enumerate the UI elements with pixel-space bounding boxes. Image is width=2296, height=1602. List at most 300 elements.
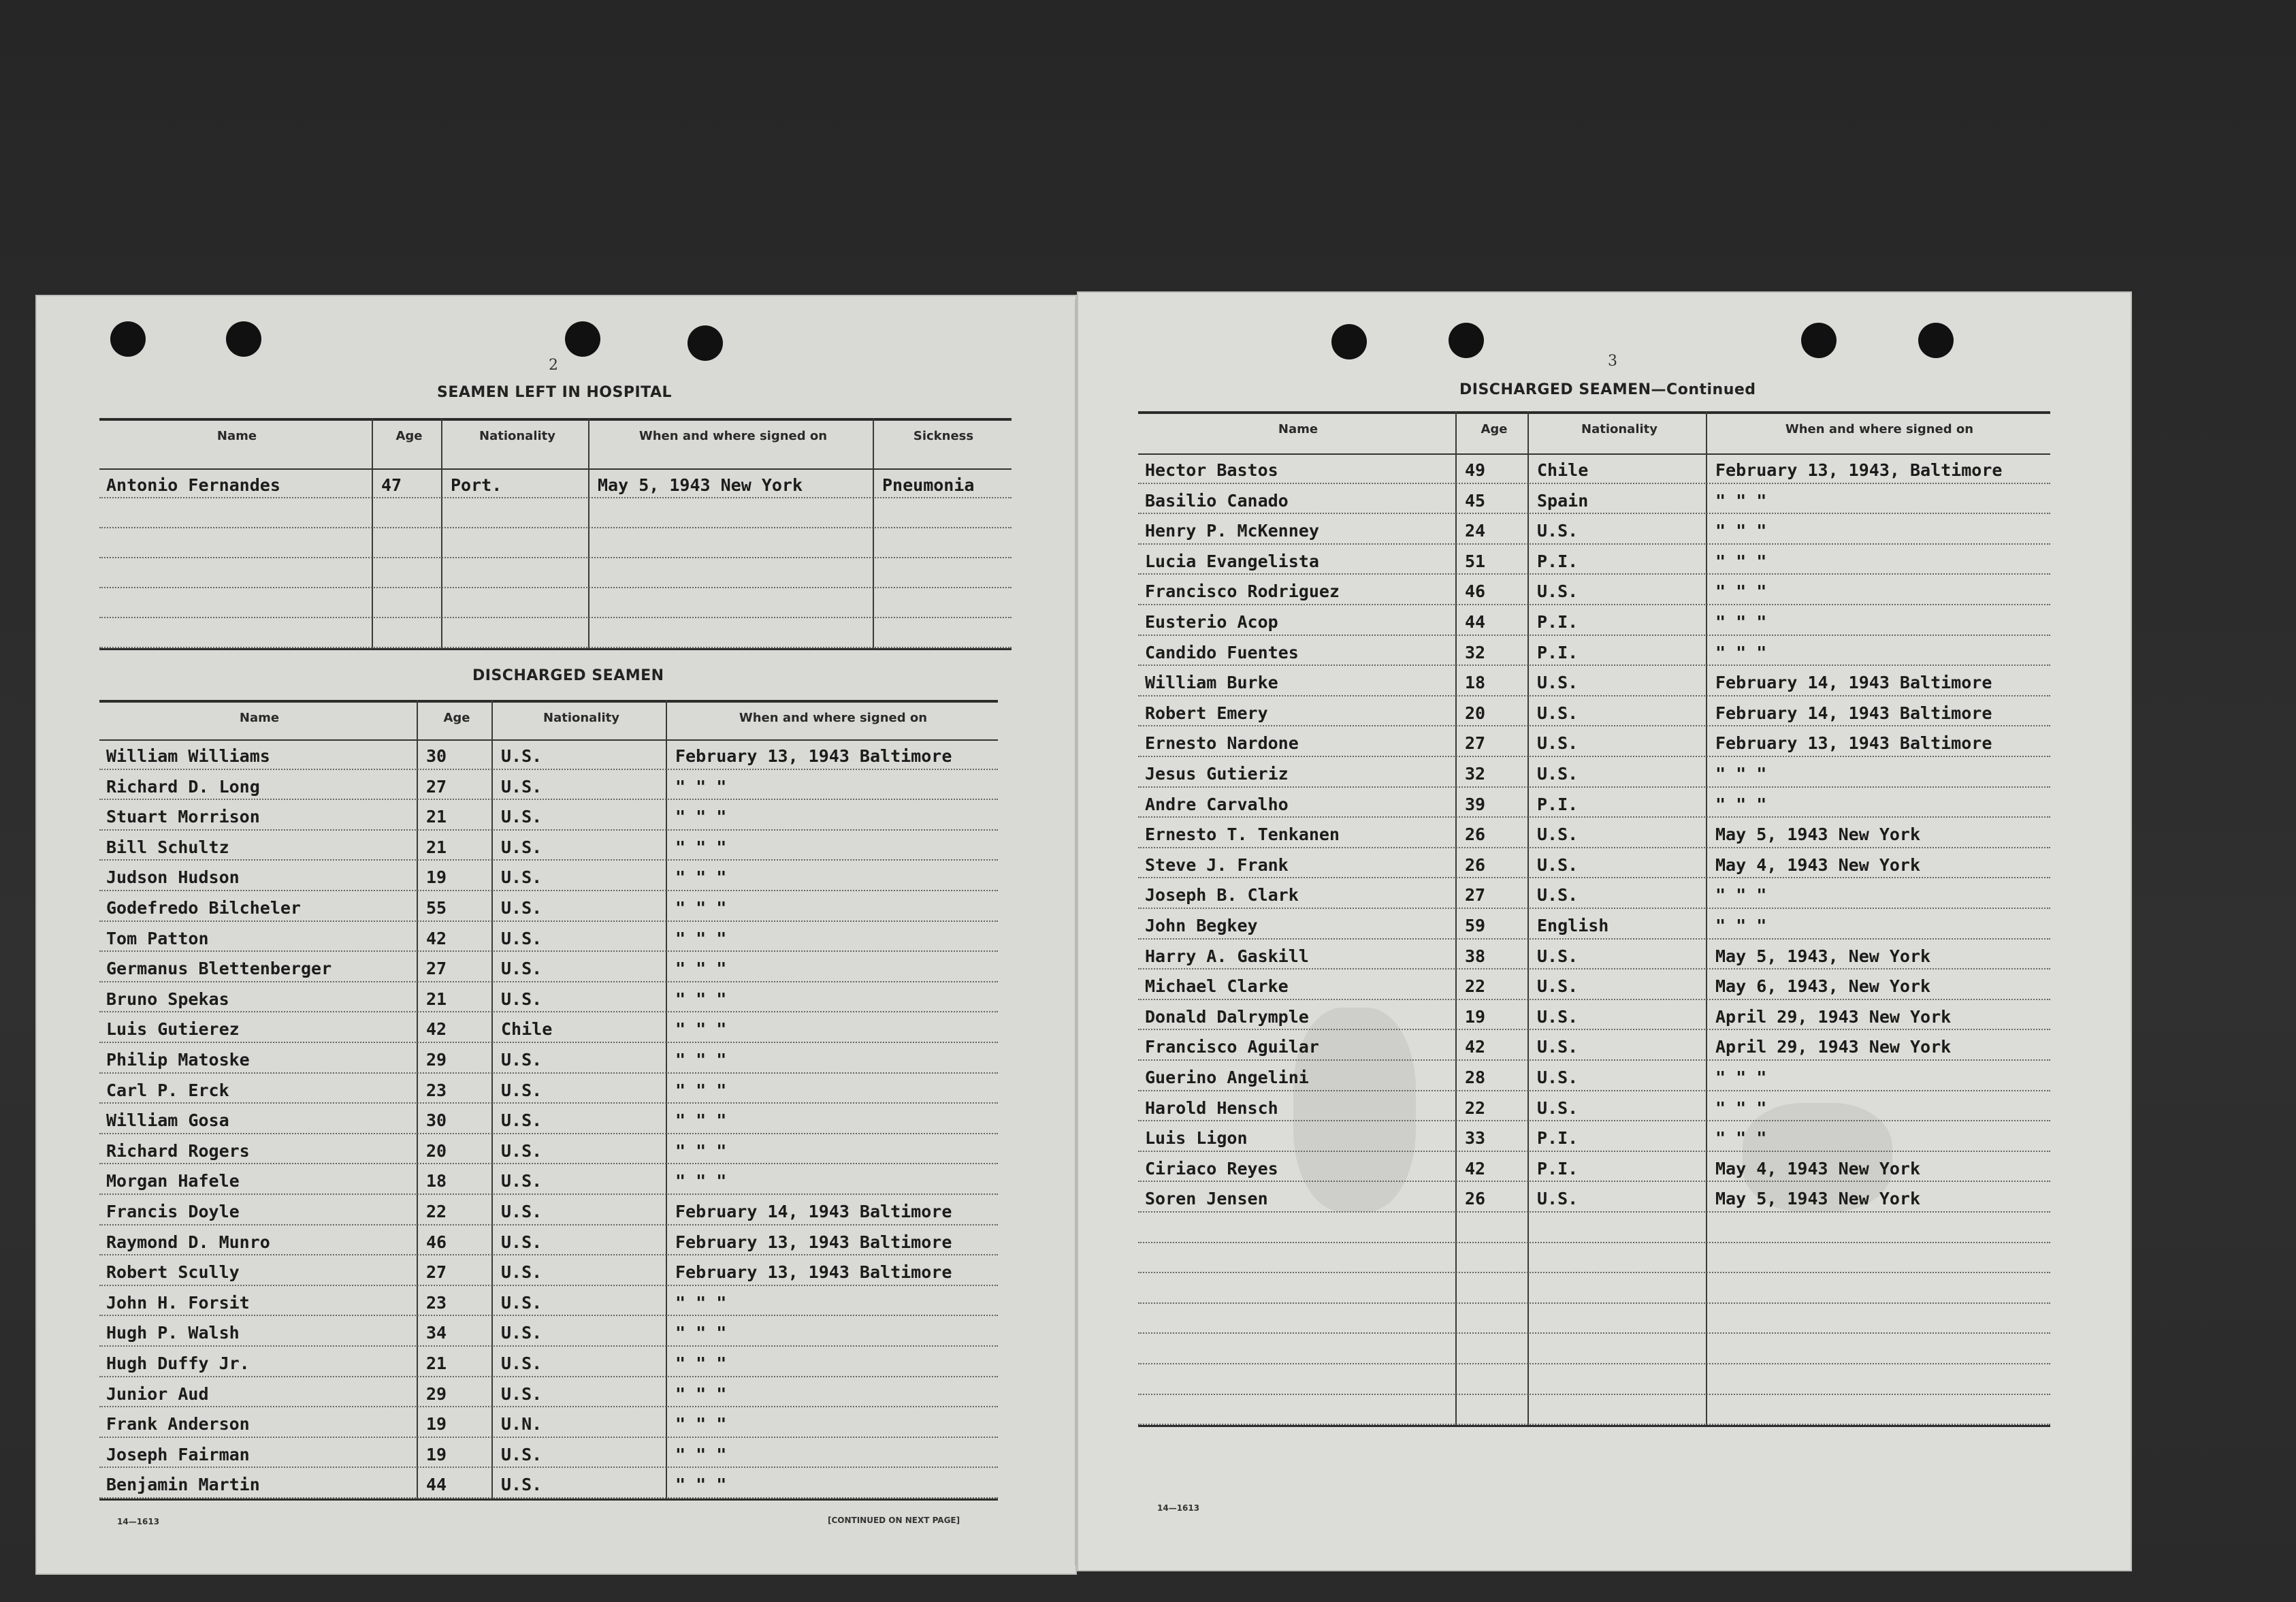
- seaman-nationality: Chile: [501, 1019, 553, 1040]
- signed-on: " " ": [675, 1353, 727, 1373]
- signed-on: " " ": [1715, 764, 1767, 784]
- seaman-age: 46: [426, 1232, 447, 1252]
- signed-on: " " ": [675, 1383, 727, 1404]
- seaman-name: Raymond D. Munro: [106, 1232, 270, 1252]
- table-row: [99, 1043, 998, 1073]
- table-row: [99, 861, 998, 891]
- seaman-age: 30: [426, 1110, 447, 1131]
- row-rule: [1138, 1332, 2050, 1334]
- seaman-name: Donald Dalrymple: [1145, 1006, 1309, 1027]
- table-row: [99, 1012, 998, 1042]
- table-row: [99, 1134, 998, 1164]
- signed-on: February 14, 1943 Baltimore: [1715, 673, 1992, 693]
- seaman-name: Ernesto Nardone: [1145, 733, 1299, 754]
- seaman-age: 42: [1465, 1037, 1486, 1057]
- signed-on: " " ": [675, 1050, 727, 1070]
- signed-on: February 14, 1943 Baltimore: [1715, 703, 1992, 723]
- seaman-nationality: U.S.: [501, 959, 543, 979]
- column-header: When and where signed on: [1785, 422, 1974, 436]
- seaman-nationality: U.S.: [501, 989, 543, 1009]
- column-header: Age: [395, 429, 423, 443]
- seaman-nationality: U.S.: [501, 1140, 543, 1161]
- seaman-nationality: U.S.: [1537, 1068, 1579, 1087]
- table-row: [1138, 788, 2050, 818]
- signed-on: February 13, 1943 Baltimore: [675, 746, 952, 766]
- seaman-nationality: U.S.: [1537, 764, 1579, 784]
- seaman-name: Lucia Evangelista: [1145, 551, 1319, 571]
- signed-on: May 5, 1943 New York: [598, 475, 803, 495]
- signed-on: " " ": [1715, 885, 1767, 906]
- seaman-age: 26: [1465, 854, 1486, 875]
- table-row: [1138, 666, 2050, 696]
- table-row: [1138, 757, 2050, 787]
- seaman-age: 23: [426, 1080, 447, 1100]
- seaman-nationality: U.S.: [501, 1110, 543, 1131]
- seaman-name: Germanus Blettenberger: [106, 959, 332, 979]
- seaman-nationality: U.S.: [501, 1171, 543, 1191]
- seaman-name: Antonio Fernandes: [106, 475, 280, 495]
- seaman-nationality: U.S.: [501, 746, 543, 766]
- seaman-nationality: U.S.: [501, 1050, 543, 1070]
- signed-on: May 6, 1943, New York: [1715, 976, 1931, 997]
- signed-on: " " ": [1715, 581, 1767, 602]
- table-row: [99, 468, 1012, 498]
- signed-on: February 13, 1943 Baltimore: [1715, 733, 1992, 754]
- signed-on: " " ": [1715, 1068, 1767, 1087]
- seaman-name: Bill Schultz: [106, 837, 229, 857]
- signed-on: February 13, 1943 Baltimore: [675, 1262, 952, 1283]
- seaman-name: Guerino Angelini: [1145, 1068, 1309, 1087]
- seaman-age: 18: [1465, 673, 1486, 693]
- seaman-nationality: U.S.: [1537, 976, 1579, 997]
- seaman-age: 46: [1465, 581, 1486, 602]
- table-row: [1138, 1152, 2050, 1182]
- form-number: 14—1613: [117, 1517, 160, 1526]
- seaman-age: 26: [1465, 824, 1486, 845]
- seaman-name: Steve J. Frank: [1145, 854, 1289, 875]
- signed-on: " " ": [675, 1110, 727, 1131]
- page-number: 3: [1608, 353, 1617, 370]
- seaman-nationality: U.S.: [501, 1323, 543, 1343]
- table-row: [1138, 1182, 2050, 1212]
- hospital-section-title: SEAMEN LEFT IN HOSPITAL: [437, 384, 673, 401]
- column-divider: [372, 418, 373, 648]
- column-divider: [588, 418, 589, 648]
- seaman-age: 21: [426, 989, 447, 1009]
- table-row: [99, 1286, 998, 1316]
- seaman-nationality: U.S.: [1537, 1189, 1579, 1209]
- seaman-age: 44: [1465, 612, 1486, 632]
- table-row: [1138, 453, 2050, 483]
- seaman-nationality: P.I.: [1537, 1128, 1579, 1149]
- seaman-name: Candido Fuentes: [1145, 642, 1299, 662]
- seaman-nationality: U.S.: [1537, 703, 1579, 723]
- signed-on: " " ": [675, 1019, 727, 1040]
- table-row: [1138, 878, 2050, 908]
- seaman-age: 47: [381, 475, 402, 495]
- seaman-name: Soren Jensen: [1145, 1189, 1268, 1209]
- seaman-name: Eusterio Acop: [1145, 612, 1278, 632]
- table-bottom-rule: [99, 648, 1012, 650]
- seaman-nationality: U.S.: [501, 776, 543, 797]
- page-number: 2: [549, 357, 558, 374]
- seaman-age: 21: [426, 807, 447, 827]
- table-row: [99, 1164, 998, 1194]
- seaman-nationality: English: [1537, 916, 1609, 935]
- seaman-age: 27: [1465, 733, 1486, 754]
- seaman-nationality: U.S.: [1537, 824, 1579, 845]
- seaman-nationality: U.S.: [501, 1262, 543, 1283]
- seaman-age: 45: [1465, 490, 1486, 511]
- signed-on: May 5, 1943 New York: [1715, 824, 1921, 845]
- column-header: Nationality: [1581, 422, 1658, 436]
- discharged-continued-title: DISCHARGED SEAMEN—Continued: [1459, 381, 1756, 398]
- seaman-name: Judson Hudson: [106, 867, 240, 888]
- seaman-name: Hugh P. Walsh: [106, 1323, 240, 1343]
- seaman-name: Philip Matoske: [106, 1050, 250, 1070]
- seaman-age: 42: [426, 1019, 447, 1040]
- table-row: [1138, 1030, 2050, 1060]
- punch-hole: [226, 321, 261, 357]
- continued-note: [CONTINUED ON NEXT PAGE]: [828, 1516, 960, 1525]
- signed-on: " " ": [1715, 490, 1767, 511]
- seaman-nationality: U.S.: [501, 1232, 543, 1252]
- column-header: Sickness: [913, 429, 974, 443]
- seaman-nationality: P.I.: [1537, 612, 1579, 632]
- table-row: [1138, 545, 2050, 575]
- seaman-age: 19: [426, 867, 447, 888]
- seaman-age: 22: [1465, 1098, 1486, 1118]
- signed-on: May 4, 1943 New York: [1715, 854, 1921, 875]
- seaman-nationality: U.S.: [1537, 581, 1579, 602]
- seaman-name: Tom Patton: [106, 928, 209, 948]
- seaman-nationality: U.S.: [501, 1353, 543, 1373]
- column-header: Age: [443, 711, 470, 725]
- seaman-nationality: U.S.: [501, 898, 543, 918]
- table-row: [1138, 909, 2050, 939]
- seaman-age: 19: [426, 1414, 447, 1435]
- signed-on: May 5, 1943 New York: [1715, 1189, 1921, 1209]
- row-rule: [1138, 1242, 2050, 1243]
- signed-on: " " ": [1715, 1098, 1767, 1118]
- signed-on: April 29, 1943 New York: [1715, 1006, 1952, 1027]
- seaman-name: Jesus Gutieriz: [1145, 764, 1289, 784]
- table-top-rule: [99, 700, 998, 703]
- signed-on: " " ": [1715, 642, 1767, 662]
- table-row: [99, 739, 998, 769]
- seaman-name: Basilio Canado: [1145, 490, 1289, 511]
- seaman-name: Francis Doyle: [106, 1202, 240, 1221]
- row-rule: [99, 557, 1012, 558]
- seaman-age: 20: [1465, 703, 1486, 723]
- row-rule: [99, 587, 1012, 588]
- seaman-age: 34: [426, 1323, 447, 1343]
- seaman-name: Junior Aud: [106, 1383, 209, 1404]
- seaman-nationality: U.S.: [1537, 946, 1579, 966]
- row-rule: [1138, 1394, 2050, 1395]
- signed-on: " " ": [675, 1140, 727, 1161]
- seaman-nationality: U.N.: [501, 1414, 543, 1435]
- seaman-name: Richard D. Long: [106, 776, 260, 797]
- table-row: [99, 1347, 998, 1377]
- row-rule: [1138, 1302, 2050, 1304]
- table-row: [1138, 1000, 2050, 1030]
- seaman-nationality: U.S.: [501, 1444, 543, 1464]
- seaman-name: Hector Bastos: [1145, 460, 1278, 480]
- signed-on: " " ": [675, 1292, 727, 1313]
- column-header: When and where signed on: [739, 711, 928, 725]
- seaman-age: 59: [1465, 916, 1486, 935]
- column-header: Nationality: [543, 711, 619, 725]
- seaman-name: Ciriaco Reyes: [1145, 1158, 1278, 1179]
- seaman-age: 29: [426, 1050, 447, 1070]
- seaman-age: 42: [426, 928, 447, 948]
- seaman-age: 27: [1465, 885, 1486, 906]
- seaman-nationality: P.I.: [1537, 1158, 1579, 1179]
- seaman-age: 21: [426, 837, 447, 857]
- seaman-name: Benjamin Martin: [106, 1475, 260, 1495]
- table-row: [99, 1255, 998, 1285]
- seaman-name: Francisco Aguilar: [1145, 1037, 1319, 1057]
- seaman-nationality: U.S.: [1537, 1037, 1579, 1057]
- table-row: [1138, 575, 2050, 605]
- signed-on: February 14, 1943 Baltimore: [675, 1202, 952, 1221]
- seaman-age: 23: [426, 1292, 447, 1313]
- seaman-nationality: P.I.: [1537, 794, 1579, 814]
- seaman-nationality: P.I.: [1537, 642, 1579, 662]
- column-header: Name: [239, 711, 280, 725]
- seaman-nationality: U.S.: [501, 1292, 543, 1313]
- table-row: [99, 1195, 998, 1225]
- table-row: [99, 982, 998, 1012]
- sickness: Pneumonia: [882, 475, 975, 495]
- seaman-age: 27: [426, 776, 447, 797]
- signed-on: " " ": [675, 776, 727, 797]
- table-row: [99, 952, 998, 982]
- seaman-age: 20: [426, 1140, 447, 1161]
- seaman-nationality: U.S.: [1537, 521, 1579, 541]
- seaman-name: Richard Rogers: [106, 1140, 250, 1161]
- row-rule: [1138, 1272, 2050, 1273]
- signed-on: " " ": [675, 1323, 727, 1343]
- signed-on: " " ": [675, 989, 727, 1009]
- seaman-nationality: U.S.: [1537, 673, 1579, 693]
- seaman-nationality: U.S.: [1537, 1006, 1579, 1027]
- seaman-age: 33: [1465, 1128, 1486, 1149]
- seaman-nationality: Chile: [1537, 460, 1589, 480]
- seaman-nationality: U.S.: [501, 928, 543, 948]
- seaman-nationality: U.S.: [1537, 885, 1579, 906]
- table-row: [99, 831, 998, 861]
- signed-on: " " ": [675, 959, 727, 979]
- seaman-age: 22: [426, 1202, 447, 1221]
- seaman-age: 21: [426, 1353, 447, 1373]
- signed-on: " " ": [675, 928, 727, 948]
- seaman-age: 38: [1465, 946, 1486, 966]
- signed-on: " " ": [675, 807, 727, 827]
- table-row: [99, 800, 998, 830]
- seaman-name: Morgan Hafele: [106, 1171, 240, 1191]
- seaman-age: 44: [426, 1475, 447, 1495]
- seaman-nationality: U.S.: [501, 1383, 543, 1404]
- table-row: [1138, 726, 2050, 756]
- column-header: Age: [1481, 422, 1508, 436]
- seaman-nationality: U.S.: [501, 867, 543, 888]
- column-header: Name: [216, 429, 257, 443]
- column-header: When and where signed on: [638, 429, 828, 443]
- seaman-age: 19: [426, 1444, 447, 1464]
- seaman-name: Francisco Rodriguez: [1145, 581, 1340, 602]
- seaman-name: Ernesto T. Tenkanen: [1145, 824, 1340, 845]
- table-row: [1138, 514, 2050, 544]
- signed-on: " " ": [675, 867, 727, 888]
- seaman-nationality: U.S.: [501, 837, 543, 857]
- table-row: [1138, 848, 2050, 878]
- signed-on: " " ": [675, 1414, 727, 1435]
- column-header: Name: [1278, 422, 1319, 436]
- table-row: [99, 922, 998, 952]
- seaman-name: Bruno Spekas: [106, 989, 229, 1009]
- seaman-name: Luis Gutierez: [106, 1019, 240, 1040]
- discharged-section-title: DISCHARGED SEAMEN: [472, 667, 664, 684]
- table-row: [1138, 940, 2050, 970]
- signed-on: " " ": [675, 1475, 727, 1495]
- table-row: [1138, 1091, 2050, 1121]
- seaman-age: 18: [426, 1171, 447, 1191]
- seaman-age: 27: [426, 1262, 447, 1283]
- seaman-name: Hugh Duffy Jr.: [106, 1353, 250, 1373]
- column-divider: [441, 418, 442, 648]
- seaman-name: Carl P. Erck: [106, 1080, 229, 1100]
- seaman-name: Frank Anderson: [106, 1414, 250, 1435]
- signed-on: May 4, 1943 New York: [1715, 1158, 1921, 1179]
- table-row: [1138, 696, 2050, 726]
- table-top-rule: [1138, 411, 2050, 414]
- seaman-name: William Burke: [1145, 673, 1278, 693]
- seaman-age: 24: [1465, 521, 1486, 541]
- signed-on: " " ": [675, 1171, 727, 1191]
- signed-on: " " ": [675, 898, 727, 918]
- column-divider: [873, 418, 874, 648]
- table-row: [1138, 484, 2050, 514]
- signed-on: February 13, 1943 Baltimore: [675, 1232, 952, 1252]
- seaman-name: Robert Scully: [106, 1262, 240, 1283]
- seaman-name: John H. Forsit: [106, 1292, 250, 1313]
- table-row: [99, 770, 998, 800]
- seaman-name: William Williams: [106, 746, 270, 766]
- seaman-nationality: P.I.: [1537, 551, 1579, 571]
- seaman-name: William Gosa: [106, 1110, 229, 1131]
- seaman-age: 42: [1465, 1158, 1486, 1179]
- seaman-age: 39: [1465, 794, 1486, 814]
- seaman-age: 32: [1465, 764, 1486, 784]
- table-row: [99, 1407, 998, 1437]
- table-row: [1138, 1061, 2050, 1091]
- table-row: [99, 1104, 998, 1134]
- punch-hole: [1918, 323, 1954, 358]
- seaman-nationality: Port.: [451, 475, 502, 495]
- seaman-name: John Begkey: [1145, 916, 1258, 935]
- table-row: [1138, 970, 2050, 999]
- seaman-nationality: U.S.: [501, 1080, 543, 1100]
- row-rule: [99, 527, 1012, 528]
- signed-on: " " ": [1715, 794, 1767, 814]
- table-row: [99, 1377, 998, 1407]
- punch-hole: [110, 321, 146, 357]
- seaman-nationality: U.S.: [501, 1202, 543, 1221]
- punch-hole: [1449, 323, 1484, 358]
- row-rule: [1138, 1363, 2050, 1364]
- seaman-name: Stuart Morrison: [106, 807, 260, 827]
- seaman-name: Joseph B. Clark: [1145, 885, 1299, 906]
- seaman-name: Robert Emery: [1145, 703, 1268, 723]
- table-row: [1138, 636, 2050, 666]
- signed-on: April 29, 1943 New York: [1715, 1037, 1952, 1057]
- seaman-age: 22: [1465, 976, 1486, 997]
- seaman-age: 49: [1465, 460, 1486, 480]
- signed-on: " " ": [675, 1080, 727, 1100]
- seaman-age: 28: [1465, 1068, 1486, 1087]
- seaman-nationality: U.S.: [501, 1475, 543, 1495]
- seaman-age: 19: [1465, 1006, 1486, 1027]
- signed-on: " " ": [1715, 1128, 1767, 1149]
- seaman-nationality: U.S.: [1537, 1098, 1579, 1118]
- signed-on: " " ": [675, 1444, 727, 1464]
- seaman-name: Joseph Fairman: [106, 1444, 250, 1464]
- signed-on: " " ": [1715, 551, 1767, 571]
- seaman-age: 27: [426, 959, 447, 979]
- seaman-age: 26: [1465, 1189, 1486, 1209]
- signed-on: " " ": [1715, 612, 1767, 632]
- table-top-rule: [99, 418, 1012, 421]
- signed-on: May 5, 1943, New York: [1715, 946, 1931, 966]
- table-row: [1138, 605, 2050, 635]
- seaman-name: Harry A. Gaskill: [1145, 946, 1309, 966]
- signed-on: " " ": [675, 837, 727, 857]
- signed-on: " " ": [1715, 916, 1767, 935]
- row-rule: [99, 617, 1012, 618]
- seaman-age: 51: [1465, 551, 1486, 571]
- seaman-age: 55: [426, 898, 447, 918]
- seaman-age: 32: [1465, 642, 1486, 662]
- table-bottom-rule: [1138, 1425, 2050, 1427]
- seaman-name: Henry P. McKenney: [1145, 521, 1319, 541]
- seaman-name: Andre Carvalho: [1145, 794, 1289, 814]
- column-header: Nationality: [479, 429, 555, 443]
- seaman-nationality: U.S.: [1537, 733, 1579, 754]
- seaman-age: 29: [426, 1383, 447, 1404]
- table-bottom-rule: [99, 1499, 998, 1501]
- table-row: [99, 1074, 998, 1104]
- seaman-nationality: U.S.: [1537, 854, 1579, 875]
- seaman-name: Godefredo Bilcheler: [106, 898, 301, 918]
- table-row: [99, 1225, 998, 1255]
- form-number: 14—1613: [1157, 1503, 1200, 1513]
- punch-hole: [1331, 324, 1367, 359]
- table-row: [99, 891, 998, 921]
- punch-hole: [688, 325, 723, 361]
- seaman-name: Luis Ligon: [1145, 1128, 1248, 1149]
- seaman-nationality: Spain: [1537, 490, 1589, 511]
- table-row: [99, 1316, 998, 1346]
- punch-hole: [565, 321, 600, 357]
- signed-on: " " ": [1715, 521, 1767, 541]
- seaman-age: 30: [426, 746, 447, 766]
- table-row: [1138, 818, 2050, 848]
- seaman-nationality: U.S.: [501, 807, 543, 827]
- seaman-name: Michael Clarke: [1145, 976, 1289, 997]
- punch-hole: [1801, 323, 1837, 358]
